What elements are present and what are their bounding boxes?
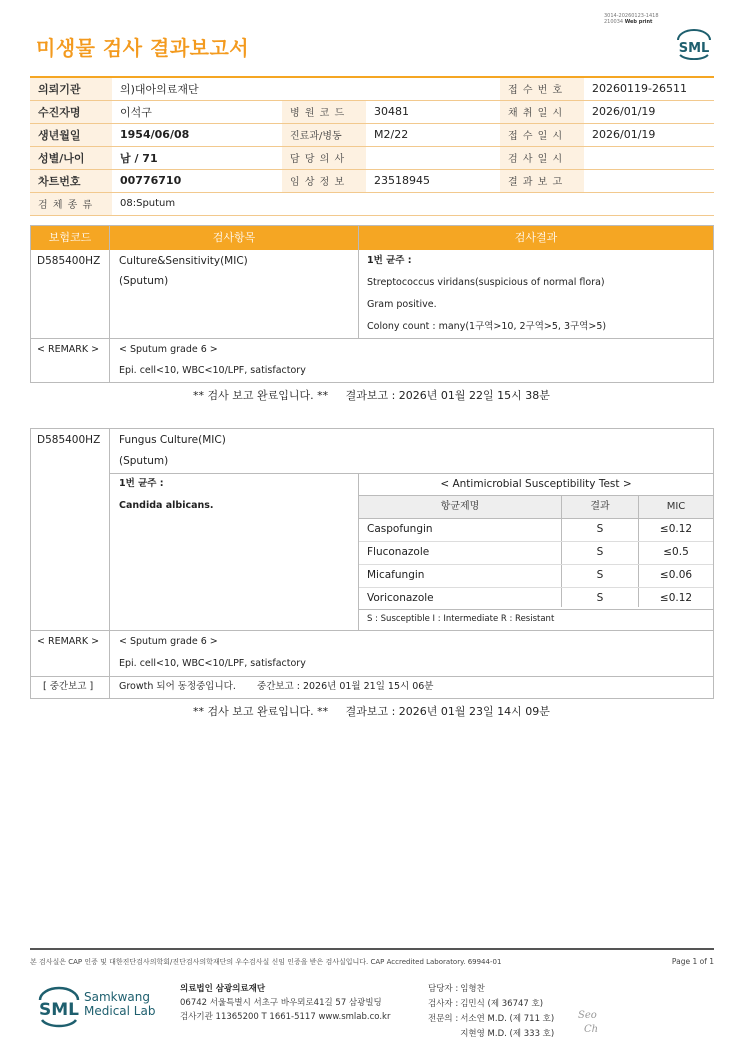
info-row <box>30 123 714 146</box>
staff-role: 전문의 : <box>428 1014 459 1024</box>
remark-grade: < Sputum grade 6 > <box>119 344 218 355</box>
test-code: D585400HZ <box>37 434 101 446</box>
drug-result: S <box>596 592 604 604</box>
info-row <box>30 192 714 215</box>
col-result-header: 검사결과 <box>359 226 713 250</box>
report-code-line1: 3014-20260123-1418 <box>604 13 659 19</box>
staff-role: 담당자 : <box>428 984 459 994</box>
staff-role <box>428 1027 460 1042</box>
drug-name: Caspofungin <box>367 523 433 535</box>
gram-stain: Gram positive. <box>367 299 437 310</box>
test-code: D585400HZ <box>37 255 101 267</box>
complete-text: ** 검사 보고 완료입니다. ** <box>193 705 329 718</box>
staff-list <box>428 982 556 1042</box>
birth-value: 1954/06/08 <box>112 123 282 146</box>
sml-logo-icon <box>36 984 82 1030</box>
receipt-no-value: 20260119-26511 <box>584 77 714 100</box>
brand-line2: Medical Lab <box>84 1004 156 1018</box>
dept-value: M2/22 <box>366 123 500 146</box>
receipt-date-value: 2026/01/19 <box>584 123 714 146</box>
chart-value: 00776710 <box>112 169 282 192</box>
signature-1: Seo <box>578 1010 597 1021</box>
info-row <box>30 146 714 169</box>
drug-mic: ≤0.12 <box>659 523 693 535</box>
drug-name: Fluconazole <box>367 546 430 558</box>
interim-time: 중간보고 : 2026년 01월 21일 15시 06분 <box>257 681 434 692</box>
staff-name: 서소연 M.D. (제 711 호) <box>460 1014 555 1024</box>
interim-text: Growth 되어 동정중입니다. <box>119 681 236 692</box>
report-time: 결과보고 : 2026년 01월 22일 15시 38분 <box>345 389 550 402</box>
hospital-code-label: 병 원 코 드 <box>282 100 366 123</box>
page-number: Page 1 of 1 <box>671 957 714 966</box>
collect-date-value: 2026/01/19 <box>584 100 714 123</box>
clinical-value: 23518945 <box>366 169 500 192</box>
hospital-code-value: 30481 <box>366 100 500 123</box>
report-complete-1 <box>193 387 550 403</box>
ast-legend: S : Susceptible I : Intermediate R : Resistant <box>367 614 555 624</box>
col-item-header: 검사항목 <box>110 226 358 250</box>
staff-name: 김민식 (제 36747 호) <box>460 999 544 1009</box>
staff-role: 검사자 : <box>428 999 459 1009</box>
birth-label: 생년월일 <box>30 123 112 146</box>
report-code <box>604 13 659 25</box>
drug-result: S <box>596 569 604 581</box>
staff-row <box>428 1027 556 1042</box>
collect-date-label: 채 취 일 시 <box>500 100 584 123</box>
drug-mic: ≤0.12 <box>659 592 693 604</box>
sml-logo-text: SML <box>678 41 710 56</box>
org-contact: 검사기관 11365200 T 1661-5117 www.smlab.co.kr <box>180 1012 391 1022</box>
doctor-value <box>366 146 500 169</box>
staff-row <box>428 997 556 1012</box>
info-row <box>30 169 714 192</box>
staff-name: 지현영 M.D. (제 333 호) <box>460 1029 555 1039</box>
dept-label: 진료과/병동 <box>282 123 366 146</box>
organism-name: Candida albicans. <box>119 500 214 511</box>
report-value <box>584 169 714 192</box>
brand-line1: Samkwang <box>84 990 150 1004</box>
result-section-1 <box>30 225 714 383</box>
ast-title: < Antimicrobial Susceptibility Test > <box>440 478 632 490</box>
organism-name: Streptococcus viridans(suspicious of normal flora) <box>367 277 605 288</box>
info-row <box>30 100 714 123</box>
clinical-label: 임 상 정 보 <box>282 169 366 192</box>
report-code-line2: 210034 <box>604 19 624 25</box>
receipt-no-label: 접 수 번 호 <box>500 77 584 100</box>
lab-address-block <box>180 982 390 1024</box>
web-print-label: Web print <box>624 19 653 25</box>
sml-logo-icon <box>674 28 714 60</box>
requester-label: 의뢰기관 <box>30 77 112 100</box>
strain-label: 1번 균주 : <box>119 478 164 489</box>
ast-col-drug: 항균제명 <box>359 496 561 518</box>
receipt-date-label: 접 수 일 시 <box>500 123 584 146</box>
staff-name: 임형찬 <box>460 984 485 994</box>
report-label: 결 과 보 고 <box>500 169 584 192</box>
patient-info-table <box>30 76 714 216</box>
test-item-specimen: (Sputum) <box>119 275 169 287</box>
org-name: 의료법인 삼광의료재단 <box>180 984 266 994</box>
test-item-name: Fungus Culture(MIC) <box>119 434 226 446</box>
strain-label: 1번 균주 : <box>367 255 412 266</box>
sex-age-label: 성별/나이 <box>30 146 112 169</box>
test-item-specimen: (Sputum) <box>119 455 169 467</box>
remark-detail: Epi. cell<10, WBC<10/LPF, satisfactory <box>119 658 306 669</box>
drug-result: S <box>596 546 604 558</box>
signature-2: Ch <box>584 1024 599 1035</box>
org-address: 06742 서울특별시 서초구 바우뫼로41길 57 삼광빌딩 <box>180 998 382 1008</box>
sml-logo-text: SML <box>39 1000 79 1020</box>
accreditation-note: 본 검사실은 CAP 인증 및 대한진단검사의학회/진단검사의학재단의 우수검사실 신임 인증을 받은 검사실입니다. CAP Accredited Laboratory. 69944-01 <box>30 958 502 966</box>
remark-detail: Epi. cell<10, WBC<10/LPF, satisfactory <box>119 365 306 376</box>
complete-text: ** 검사 보고 완료입니다. ** <box>193 389 329 402</box>
name-label: 수진자명 <box>30 100 112 123</box>
staff-row <box>428 1012 556 1027</box>
lab-brand-name <box>84 990 155 1018</box>
drug-name: Micafungin <box>367 569 425 581</box>
ast-col-result: 결과 <box>562 496 638 518</box>
specimen-label: 검 체 종 류 <box>30 192 112 215</box>
ast-col-mic: MIC <box>639 496 713 518</box>
drug-result: S <box>596 523 604 535</box>
name-value: 이석구 <box>112 100 282 123</box>
test-item-name: Culture&Sensitivity(MIC) <box>119 255 248 267</box>
test-date-label: 검 사 일 시 <box>500 146 584 169</box>
drug-name: Voriconazole <box>367 592 434 604</box>
report-time: 결과보고 : 2026년 01월 23일 14시 09분 <box>345 705 550 718</box>
staff-row <box>428 982 556 997</box>
page-title: 미생물 검사 결과보고서 <box>36 36 250 60</box>
sex-age-value: 남 / 71 <box>112 146 282 169</box>
specimen-value: 08:Sputum <box>112 192 714 215</box>
colony-count: Colony count : many(1구역>10, 2구역>5, 3구역>5) <box>367 321 607 332</box>
col-code-header: 보험코드 <box>31 226 109 250</box>
info-row <box>30 77 714 100</box>
drug-mic: ≤0.06 <box>659 569 693 581</box>
footer-divider <box>30 948 714 950</box>
requester-value: 의)대아의료재단 <box>112 77 500 100</box>
chart-label: 차트번호 <box>30 169 112 192</box>
doctor-label: 담 당 의 사 <box>282 146 366 169</box>
remark-label: < REMARK > <box>37 636 100 647</box>
result-section-2 <box>30 428 714 699</box>
remark-grade: < Sputum grade 6 > <box>119 636 218 647</box>
remark-label: < REMARK > <box>37 344 100 355</box>
report-complete-2 <box>193 703 550 719</box>
drug-mic: ≤0.5 <box>663 546 689 558</box>
interim-label: [ 중간보고 ] <box>43 681 94 692</box>
test-date-value <box>584 146 714 169</box>
interim-status <box>119 676 433 698</box>
